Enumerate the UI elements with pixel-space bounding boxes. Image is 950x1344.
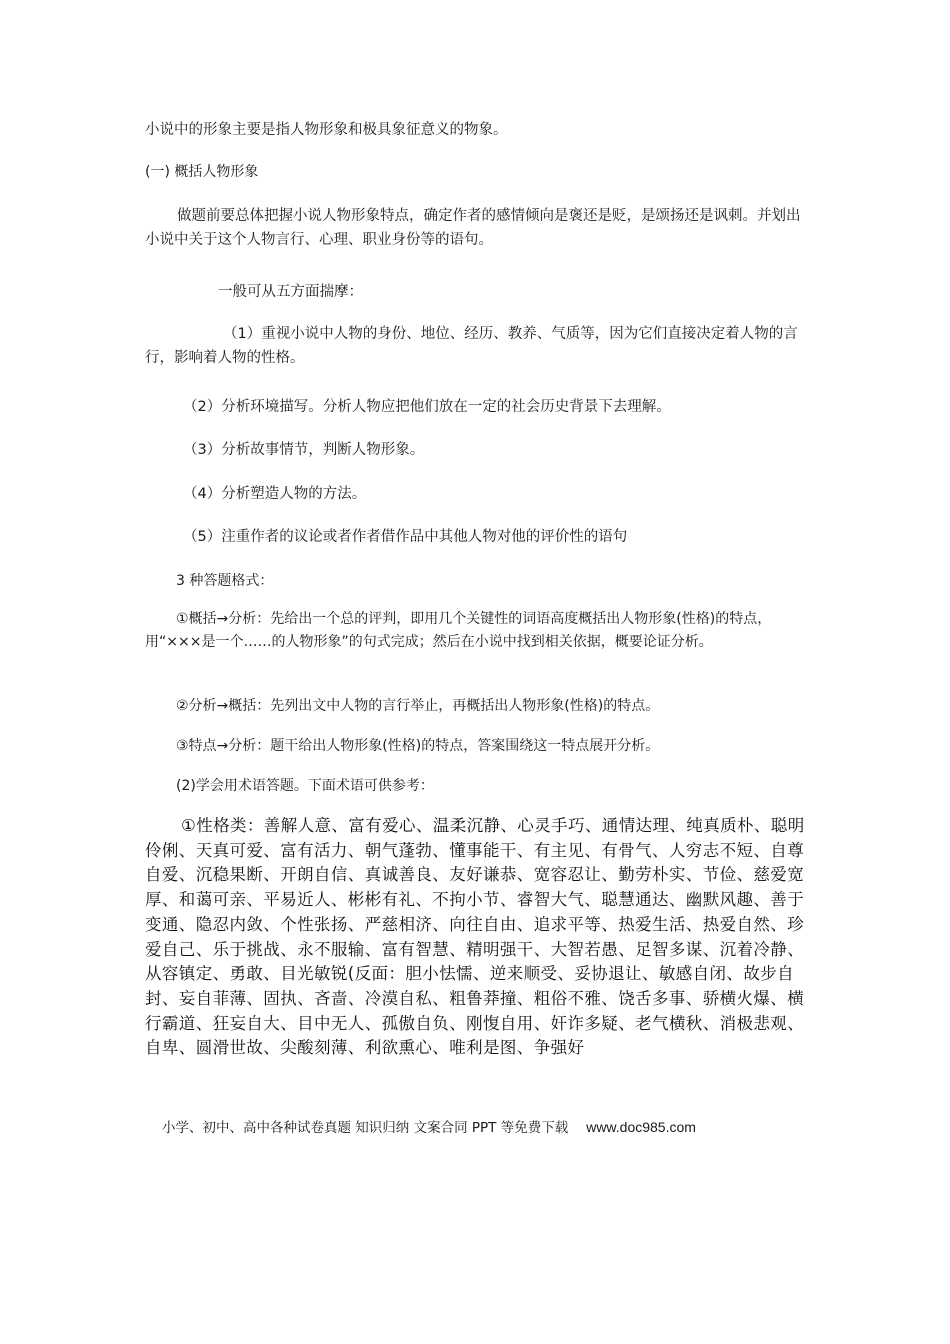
section-heading: (一) 概括人物形象: [145, 164, 259, 180]
aspect-item-3: （3）分析故事情节，判断人物形象。: [183, 442, 425, 458]
format-item-3: ③特点→分析：题干给出人物形象(性格)的特点，答案围绕这一特点展开分析。: [176, 738, 660, 754]
page-footer: [162, 1117, 822, 1138]
aspect-item-4: （4）分析塑造人物的方法。: [183, 486, 367, 502]
aspect-item-5: （5）注重作者的议论或者作者借作品中其他人物对他的评价性的语句: [183, 529, 628, 545]
formats-heading: 3 种答题格式：: [176, 573, 274, 589]
intro-paragraph: 小说中的形象主要是指人物形象和极具象征意义的物象。: [145, 122, 508, 138]
aspect-item-1: （1）重视小说中人物的身份、地位、经历、教养、气质等，因为它们直接决定着人物的言行，影响着人物的性格。: [145, 326, 798, 366]
format-item-1: ①概括→分析：先给出一个总的评判，即用几个关键性的词语高度概括出人物形象(性格)的特点，用“×××是一个……的人物形象”的句式完成；然后在小说中找到相关依据，概要论证分析。: [145, 611, 772, 650]
five-aspects-intro: 一般可从五方面揣摩：: [218, 284, 363, 300]
footer-text: 小学、初中、高中各种试卷真题 知识归纳 文案合同 PPT 等免费下载: [162, 1120, 569, 1136]
aspect-item-2: （2）分析环境描写。分析人物应把他们放在一定的社会历史背景下去理解。: [183, 399, 671, 415]
format-item-2: ②分析→概括：先列出文中人物的言行举止，再概括出人物形象(性格)的特点。: [176, 698, 660, 714]
overview-paragraph: 做题前要总体把握小说人物形象特点，确定作者的感情倾向是褒还是贬，是颂扬还是讽刺。并划出小说中关于这个人物言行、心理、职业身份等的语句。: [145, 208, 801, 248]
character-terms-paragraph: ①性格类：善解人意、富有爱心、温柔沉静、心灵手巧、通情达理、纯真质朴、聪明伶俐、天真可爱、富有活力、朝气蓬勃、懂事能干、有主见、有骨气、人穷志不短、自尊自爱、沉稳果断、开朗自信、真诚善良、友好谦恭、宽容忍让、勤劳朴实、节俭、慈爱宽厚、和蔼可亲、平易近人、彬彬有礼、不拘小节、睿智大气、聪慧通达、幽默风趣、善于变通、隐忍内敛、个性张扬、严慈相济、向往自由、追求平等、热爱生活、热爱自然、珍爱自己、乐于挑战、永不服输、富有智慧、精明强干、大智若愚、足智多谋、沉着冷静、从容镇定、勇敢、目光敏锐(反面：胆小怯懦、逆来顺受、妥协退让、敏感自闭、故步自封、妄自菲薄、固执、吝啬、冷漠自私、粗鲁莽撞、粗俗不雅、饶舌多事、骄横火爆、横行霸道、狂妄自大、目中无人、孤傲自负、刚愎自用、奸诈多疑、老气横秋、消极悲观、自卑、圆滑世故、尖酸刻薄、利欲熏心、唯利是图、争强好: [145, 816, 805, 1058]
footer-link[interactable]: www.doc985.com: [586, 1119, 696, 1135]
terms-heading: (2)学会用术语答题。下面术语可供参考：: [176, 778, 434, 794]
